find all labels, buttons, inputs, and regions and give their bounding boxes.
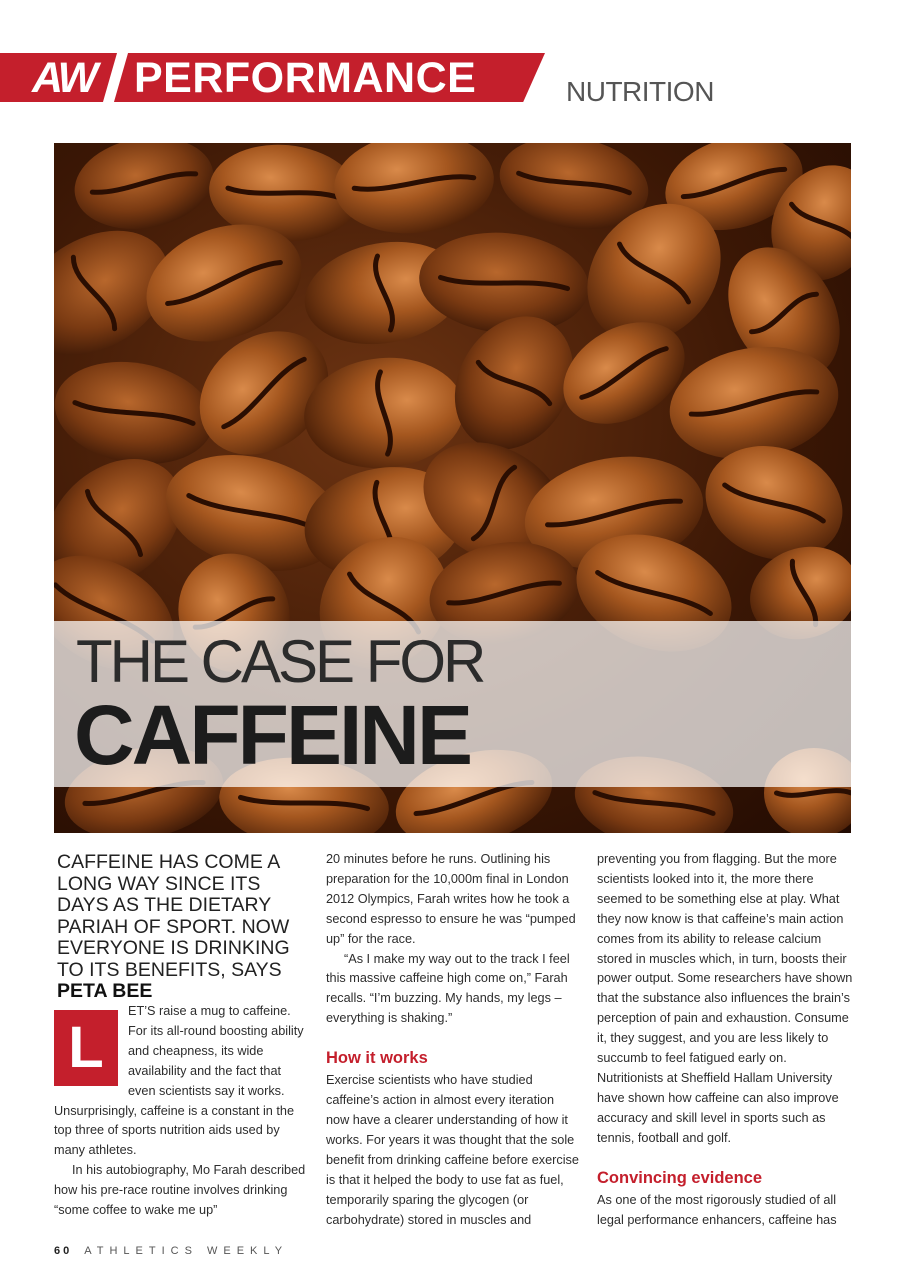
paragraph: Exercise scientists who have studied caffeine’s action in almost every iteration now have a clearer understanding of how it works. For years it was thought that the sole benefit from drinking caffeine before exercise is that it helped the body to use fat as fuel, temporarily sparing the glycogen (or carbohydrate) stored in muscles and (326, 1073, 579, 1227)
coffee-bean (54, 350, 221, 476)
paragraph: ET’S raise a mug to caffeine. For its all-round boosting ability and cheapness, its wide availability and the fact that even scientists say it works. Unsurprisingly, caffeine is a constant in the top three of sports nutrition aids used by many athletes. (54, 1004, 304, 1158)
headline-line-2: CAFFEINE (74, 688, 470, 782)
category-label: NUTRITION (566, 76, 714, 107)
paragraph: In his autobiography, Mo Farah described how his pre-race routine involves drinking “some coffee to wake me up” (54, 1163, 306, 1218)
article-column-1 (54, 1002, 310, 1221)
brand-logo: AW (32, 54, 96, 102)
coffee-bean (67, 143, 221, 239)
page-footer (54, 1245, 288, 1257)
publication-name: ATHLETICS WEEKLY (84, 1245, 289, 1257)
headline-line-1: THE CASE FOR (76, 628, 484, 695)
page-number: 60 (54, 1245, 73, 1257)
paragraph: “As I make my way out to the track I feel this massive caffeine high come on,” Farah recalls. “I’m buzzing. My hands, my legs – everything is shaking.” (326, 951, 570, 1026)
paragraph: 20 minutes before he runs. Outlining his preparation for the 10,000m final in London 2012 Olympics, Farah writes how he took a second espresso to ensure he was “pumped up” for the race. (326, 852, 576, 946)
subheading-convincing-evidence: Convincing evidence (597, 1168, 763, 1187)
paragraph: As one of the most rigorously studied of all legal performance enhancers, caffeine has (597, 1192, 837, 1227)
standfirst (57, 852, 317, 1003)
drop-cap: L (54, 1010, 118, 1086)
coffee-bean (330, 143, 498, 240)
standfirst-text: CAFFEINE HAS COME A LONG WAY SINCE ITS DAYS AS THE DIETARY PARIAH OF SPORT. NOW EVERYONE IS DRINKING TO ITS BENEFITS, SAYS (57, 851, 290, 981)
article-column-2 (326, 850, 580, 1230)
paragraph: preventing you from flagging. But the more scientists looked into it, the more there seemed to be something else at play. What they now know is that caffeine’s main action comes from its ability to release calcium stored in muscles which, in turn, boosts their power output. Some researchers have shown that the substance also influences the brain’s perception of pain and exhaustion. Consume it, they suggest, and you are less likely to succumb to feel fatigued early on. Nutritionists at Sheffield Hallam University have shown how caffeine can also improve accuracy and skill level in sports such as tennis, football and golf. (597, 852, 853, 1145)
subheading-how-it-works: How it works (326, 1049, 428, 1068)
article-column-3 (597, 850, 853, 1230)
hero-image (54, 143, 851, 833)
author-byline: PETA BEE (57, 980, 153, 1002)
section-title: PERFORMANCE (134, 54, 477, 102)
